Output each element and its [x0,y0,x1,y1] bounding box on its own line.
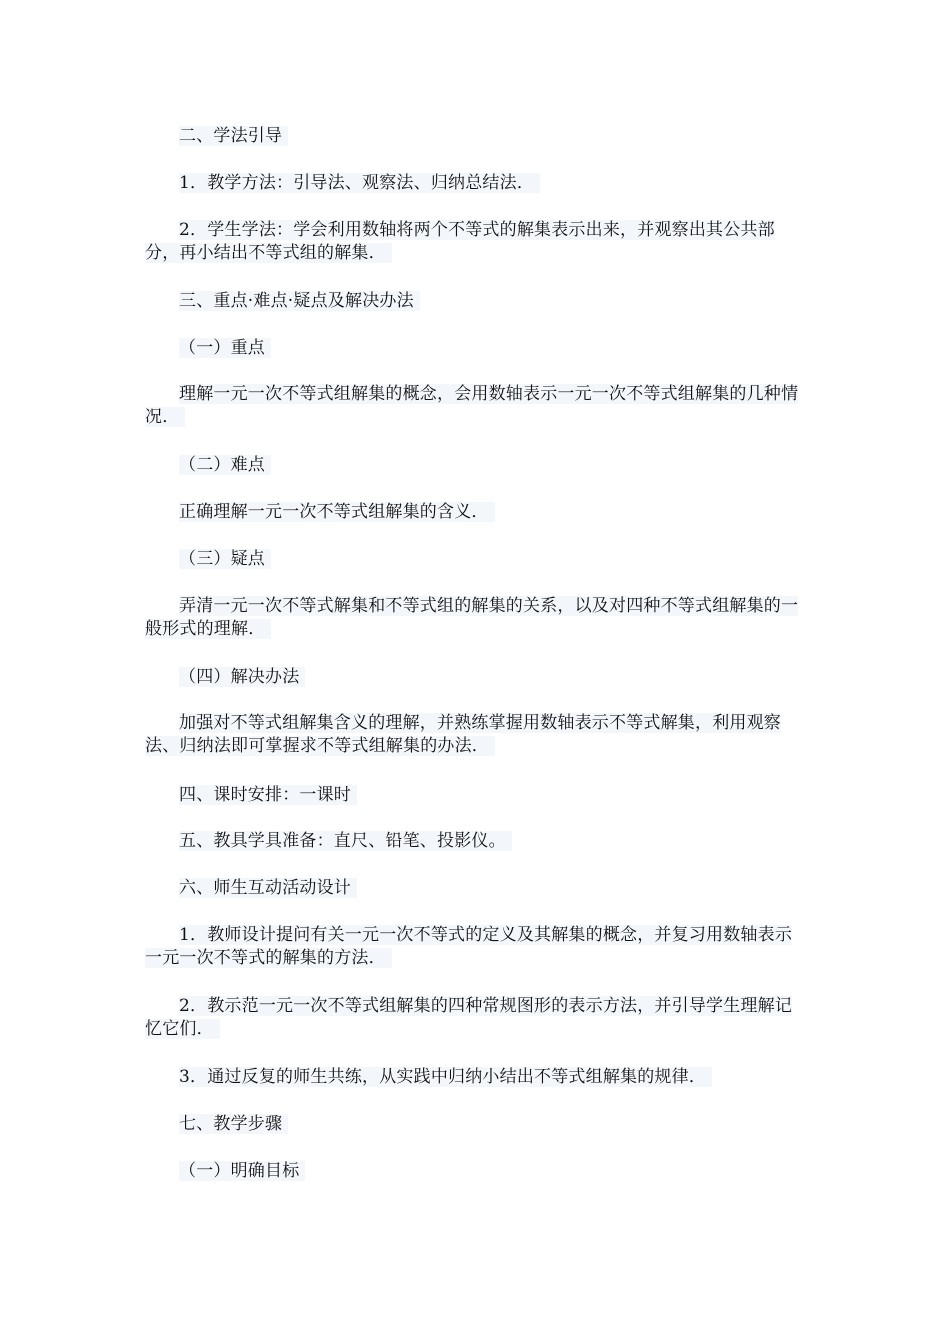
paragraph-key-point: 理解一元一次不等式组解集的概念，会用数轴表示一元一次不等式组解集的几种情况． [145,384,799,427]
section-heading-steps: 七、教学步骤 [145,1113,807,1136]
section-heading-materials: 五、教具学具准备：直尺、铅笔、投影仪。 [145,830,807,853]
paragraph-interaction-2: 2．教示范一元一次不等式组解集的四种常规图形的表示方法，并引导学生理解记忆它们． [145,996,793,1039]
paragraph-student-method: 2．学生学法：学会利用数轴将两个不等式的解集表示出来，并观察出其公共部分，再小结出不等式组的解集． [145,220,775,263]
paragraph-solution: 加强对不等式组解集含义的理解，并熟练掌握用数轴表示不等式解集，利用观察法、归纳法即可掌握求不等式组解集的办法． [145,713,781,756]
section-heading-interaction: 六、师生互动活动设计 [145,877,807,900]
paragraph-interaction-1: 1．教师设计提问有关一元一次不等式的定义及其解集的概念，并复习用数轴表示一元一次不等式的解集的方法． [145,925,793,968]
subheading-clear-goal: （一）明确目标 [145,1160,807,1183]
subheading-difficulty: （二）难点 [145,454,807,477]
section-heading-study-method: 二、学法引导 [145,125,807,148]
paragraph-interaction-3: 3．通过反复的师生共练，从实践中归纳小结出不等式组解集的规律． [145,1066,807,1089]
subheading-key-point: （一）重点 [145,337,807,360]
subheading-solution: （四）解决办法 [145,666,807,689]
paragraph-teaching-method: 1．教学方法：引导法、观察法、归纳总结法． [145,172,807,195]
subheading-doubt: （三）疑点 [145,548,807,571]
section-heading-schedule: 四、课时安排：一课时 [145,784,807,807]
paragraph-doubt: 弄清一元一次不等式解集和不等式组的解集的关系，以及对四种不等式组解集的一般形式的理解． [145,596,799,639]
section-heading-key-points: 三、重点·难点·疑点及解决办法 [145,290,807,313]
paragraph-difficulty: 正确理解一元一次不等式组解集的含义． [145,501,807,524]
